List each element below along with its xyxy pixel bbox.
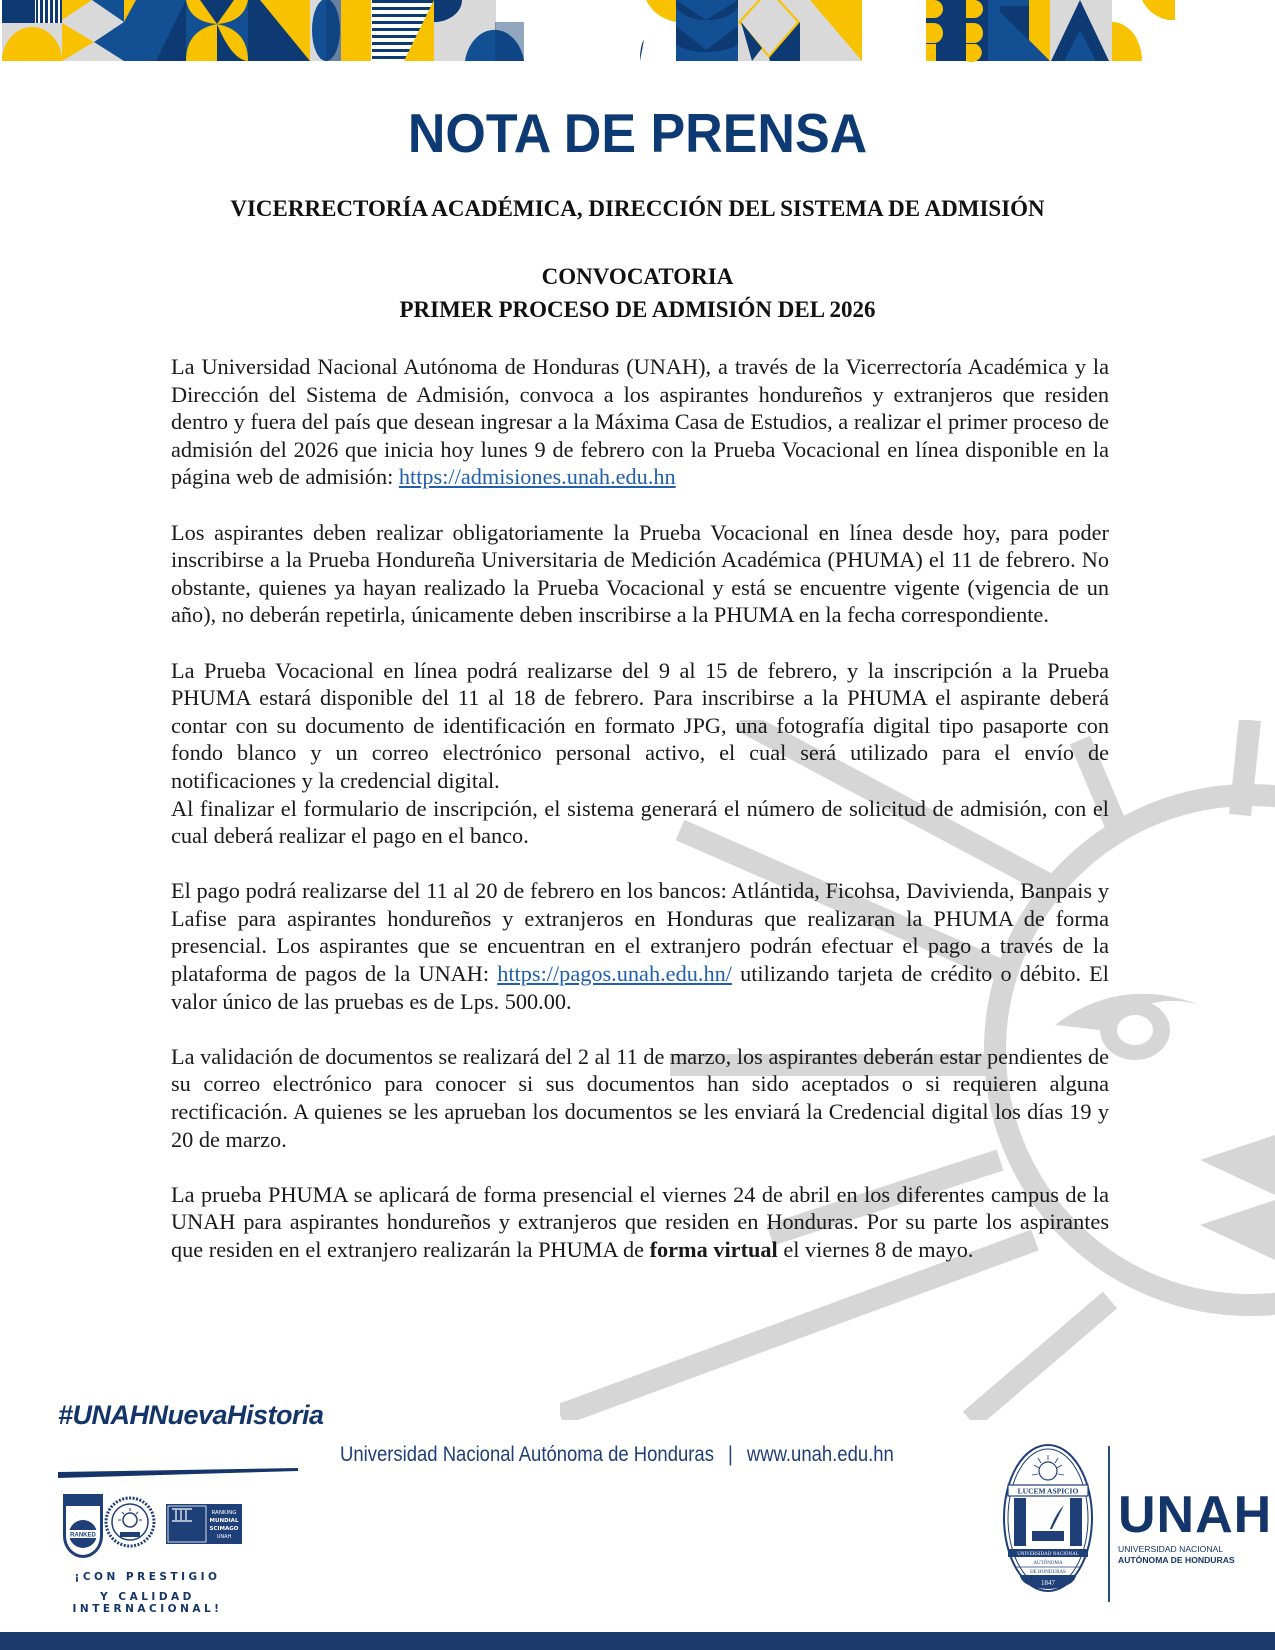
paragraph-payment-text-end: utilizando tarjeta de crédito o débito. El valor único de las pruebas es de Lps. 500.00. <box>171 961 1109 1014</box>
announcement-heading: CONVOCATORIA <box>541 264 734 289</box>
paragraph-exam-text: La prueba PHUMA se aplicará de forma presencial el viernes 24 de abril en los diferentes campus de la UNAH para aspirantes hondureños y extranjeros que residen en Honduras. Por su parte los aspirantes que residen en el extranjero realizarán la PHUMA de <box>171 1181 1109 1262</box>
unah-logo <box>1118 1486 1273 1565</box>
paragraph-payment-text: El pago podrá realizarse del 11 al 20 de febrero en los bancos: Atlántida, Ficohsa, Davivienda, Banpais y Lafise para aspirantes hondureños y extranjeros en Honduras que realizaran la PHUMA de forma presencial. Los aspirantes que se encuentran en el extranjero podrán efectuar el pago a través de la plataforma de pagos de la UNAH: <box>171 878 1109 987</box>
unah-logo-line-1: UNIVERSIDAD NACIONAL <box>1118 1544 1224 1554</box>
department-subtitle: VICERRECTORÍA ACADÉMICA, DIRECCIÓN DEL SISTEMA DE ADMISIÓN <box>230 196 1045 221</box>
paragraph-exam-text-end: el viernes 8 de mayo. <box>777 1237 974 1262</box>
unah-logo-line-2: AUTÓNOMA DE HONDURAS <box>1118 1555 1235 1565</box>
paragraph-vocational-test: Los aspirantes deben realizar obligatoriamente la Prueba Vocacional en línea desde hoy, para poder inscribirse a la Prueba Hondureña Universitaria de Medición Académica (PHUMA) el 11 de febrero. No obstante, quienes ya hayan realizado la Prueba Vocacional y está se encuentre vigente (vigencia de un año), no deberán repetirla, únicamente deben inscribirse a la PHUMA en la fecha correspondiente. <box>171 519 1109 628</box>
footer-website[interactable]: www.unah.edu.hn <box>746 1443 894 1466</box>
footer-university-line <box>340 1443 894 1467</box>
paragraph-application-number: Al finalizar el formulario de inscripción, el sistema generará el número de solicitud de admisión, con el cual deberá realizar el pago en el banco. <box>171 795 1109 849</box>
paragraph-intro <box>171 353 1109 491</box>
svg-text:UNAH: UNAH <box>216 1534 232 1540</box>
unah-logo-wordmark: UNAH <box>1118 1486 1273 1544</box>
paragraph-payment <box>171 877 1109 1015</box>
logo-divider <box>1108 1446 1110 1602</box>
scimago-ranking-badge-icon <box>166 1504 242 1544</box>
footer-separator: | <box>728 1443 733 1466</box>
paragraph-registration: La Prueba Vocacional en línea podrá realizarse del 9 al 15 de febrero, y la inscripción a la Prueba PHUMA estará disponible del 11 al 18 de febrero. Para inscribirse a la PHUMA el aspirante deberá contar con su documento de identificación en formato JPG, una fotografía digital tipo pasaporte con fondo blanco y un correo electrónico personal activo, el cual será utilizado para el envío de notificaciones y la credencial digital. <box>171 657 1109 793</box>
geometric-header-banner <box>0 0 1275 62</box>
press-release-body <box>171 353 1109 1264</box>
announcement-subheading: PRIMER PROCESO DE ADMISIÓN DEL 2026 <box>399 297 876 322</box>
paragraph-validation: La validación de documentos se realizará del 2 al 11 de marzo, los aspirantes deberán estar pendientes de su correo electrónico para conocer si sus documentos han sido aceptados o si requieren alguna rectificación. A quienes se les aprueban los documentos se les enviará la Credencial digital los días 19 y 20 de marzo. <box>171 1043 1109 1152</box>
svg-text:RANKED: RANKED <box>70 1532 96 1539</box>
hashtag-underline <box>58 1468 298 1478</box>
payments-link[interactable]: https://pagos.unah.edu.hn/ <box>497 961 732 987</box>
footer-bar <box>0 1632 1275 1650</box>
hashtag-unah-nueva-historia: #UNAHNuevaHistoria <box>58 1400 324 1430</box>
svg-text:RANKING: RANKING <box>211 1510 237 1516</box>
svg-text:AUTÓNOMA: AUTÓNOMA <box>1033 1561 1063 1566</box>
ranked-shield-icon <box>63 1494 103 1558</box>
merit-seal-icon <box>106 1498 154 1546</box>
press-release-title: NOTA DE PRENSA <box>407 103 868 165</box>
paragraph-intro-text: La Universidad Nacional Autónoma de Honduras (UNAH), a través de la Vicerrectoría Académica y la Dirección del Sistema de Admisión, convoca a los aspirantes hondureños y extranjeros que residen dentro y fuera del país que desean ingresar a la Máxima Casa de Estudios, a realizar el primer proceso de admisión del 2026 que inicia hoy lunes 9 de febrero con la Prueba Vocacional en línea disponible en la página web de admisión: <box>171 354 1109 490</box>
svg-text:1847: 1847 <box>1041 1579 1055 1587</box>
svg-text:LUCEM ASPICIO: LUCEM ASPICIO <box>1017 1486 1079 1496</box>
svg-text:MUNDIAL: MUNDIAL <box>209 1518 239 1524</box>
slogan-line-1: ¡CON PRESTIGIO <box>74 1571 221 1583</box>
svg-text:UNIVERSIDAD NACIONAL: UNIVERSIDAD NACIONAL <box>1017 1552 1079 1557</box>
virtual-mode-emphasis: forma virtual <box>649 1237 778 1262</box>
svg-text:DE HONDURAS: DE HONDURAS <box>1030 1570 1066 1575</box>
unah-seal-icon <box>1002 1443 1094 1593</box>
svg-text:SCIMAGO: SCIMAGO <box>209 1526 239 1532</box>
footer-university-name: Universidad Nacional Autónoma de Honduras <box>340 1443 714 1466</box>
ranking-badges <box>52 1492 242 1560</box>
admissions-link[interactable]: https://admisiones.unah.edu.hn <box>398 464 676 490</box>
paragraph-exam-date <box>171 1181 1109 1264</box>
slogan-line-2: Y CALIDAD INTERNACIONAL! <box>72 1591 223 1615</box>
